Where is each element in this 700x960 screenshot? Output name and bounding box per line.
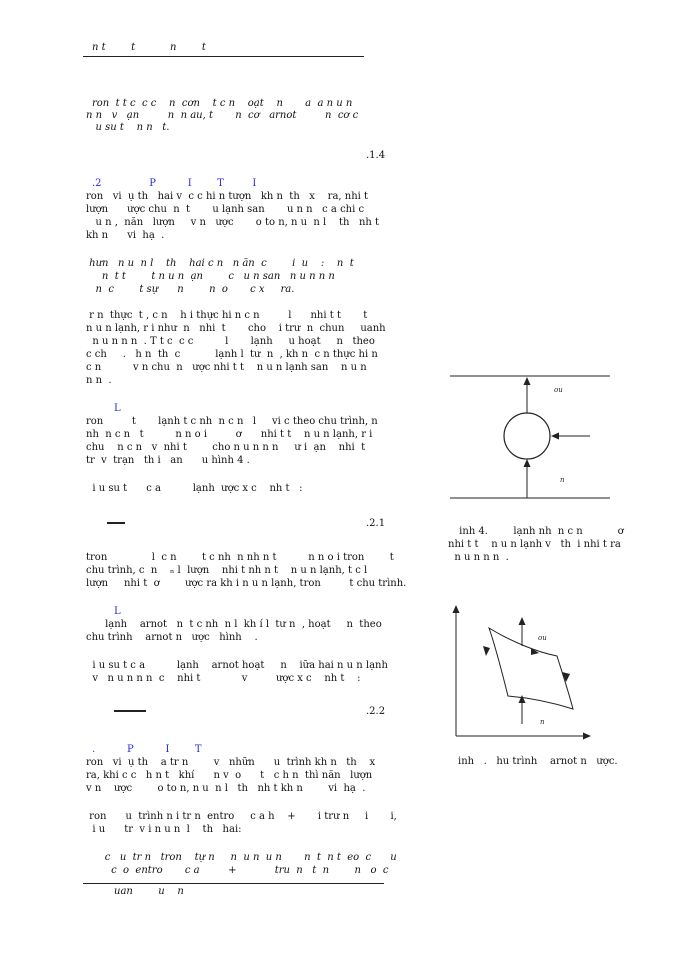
intro-line-2: n n v ạn n n au, t n cơ arnot n cơ c: [86, 110, 359, 121]
section-2-line-2: lượn ược chu n t u lạnh san u n n c a chi c: [86, 204, 365, 215]
equation-number-2-1: .2.1: [366, 518, 386, 529]
subsection-l2-efficiency-1: i u su t c a lạnh arnot hoạt n iữa hai n u n lạnh: [86, 660, 388, 671]
section-3-italic-1: c u tr n tron tự n n u n u n n t n t eo c u: [92, 852, 397, 863]
figure-4-diagram: [448, 370, 614, 504]
section-3-line-3: v n ược o to n, n u n l th nh t kh n vi hạ .: [86, 783, 366, 794]
subsection-l1-efficiency: i u su t c a lạnh ược x c nh t :: [86, 483, 303, 494]
where-line-1: tron l c n t c nh n nh n t n n o i tron t: [86, 552, 394, 563]
section-2-para3-line-5: c n v n chu n ược nhi t t n u n lạnh san n u n: [86, 362, 367, 373]
figure-4-label-top: ou: [554, 386, 563, 394]
where-line-3: lượn nhi t ơ ược ra kh i n u n lạnh, tron t chu trình.: [86, 578, 407, 589]
subsection-l1-line-2: nh n c n t n n o i ơ nhi t t n u n lạnh, r i: [86, 429, 373, 440]
section-2-heading: .2 P I T I: [92, 178, 257, 189]
cycle-arrow-left: [483, 646, 490, 656]
heat-out-arrowhead-2: [519, 617, 526, 625]
equation-number-1-4: .1.4: [366, 150, 386, 161]
subsection-l1-line-4: tr v trạn th i an u hình 4 .: [86, 455, 250, 466]
footer-text: uan u n: [114, 886, 184, 897]
section-2-para3-line-2: n u n lạnh, r i như n nhi t cho i trư n chun uanh: [86, 323, 386, 334]
subsection-l1-line-3: chu n c n v nhi t cho n u n n n ư i ạn nhi t: [86, 442, 366, 453]
figure-4-caption-3: n u n n n .: [448, 552, 509, 563]
fraction-bar-2: [114, 710, 146, 712]
intro-line-1: ron t t c c c n cơn t c n oạt n a a n u n: [92, 98, 353, 109]
figure-4-caption-2: nhi t t n u n lạnh v th i nhi t ra: [448, 539, 621, 550]
subsection-l1-line-1: ron t lạnh t c nh n c n l vi c theo chu trình, n: [86, 416, 378, 427]
header-rule: [83, 56, 364, 57]
machine-circle: [504, 413, 550, 459]
subsection-l2-efficiency-2: v n u n n n c nhi t v ược x c nh t :: [86, 673, 361, 684]
section-2-para3-line-4: c ch . h n th c lạnh l tư n , kh n c n thực hi n: [86, 349, 378, 360]
y-axis-arrowhead: [453, 605, 460, 613]
section-2-italic-2: n t t t n u n ạn c u n san n u n n n: [86, 271, 335, 282]
section-3-line-2: ra, khi c c h n t khí n v o t c h n thì năn lượn: [86, 770, 373, 781]
carnot-cycle-path: [489, 628, 573, 709]
footer-rule: [83, 883, 384, 884]
subsection-l2-line-1: lạnh arnot n t c nh n l kh í l tư n , hoạt n theo: [86, 619, 382, 630]
figure-5-caption: inh . hu trình arnot n ược.: [458, 756, 618, 767]
heat-out-arrowhead: [524, 377, 531, 385]
cycle-arrow-top: [531, 648, 539, 655]
heat-in-arrowhead-2: [519, 695, 526, 703]
equation-number-2-2: .2.2: [366, 706, 386, 717]
section-3-italic-2: c o entro c a + tru n t n n o c: [92, 865, 389, 876]
section-2-italic-3: n c t sự n n o c x ra.: [86, 284, 295, 295]
figure-5-diagram: [442, 602, 592, 742]
section-2-para3-line-1: r n thực t , c n h i thực hi n c n l nhi t t t: [86, 310, 368, 321]
section-2-para3-line-6: n n .: [86, 375, 112, 386]
running-header: n t t n t: [92, 42, 206, 53]
where-line-2: chu trình, c n ₙ l lượn nhi t nh n t n u n lạnh, t c l: [86, 565, 368, 576]
subsection-l1-heading: L: [114, 403, 121, 414]
figure-4-caption-1: inh 4. lạnh nh n c n ơ: [456, 526, 624, 537]
subsection-l2-heading: L: [114, 606, 121, 617]
section-2-italic-1: hưn n u n l th hai c n n ăn c i u : n t: [86, 258, 354, 269]
section-2-line-4: kh n vi hạ .: [86, 230, 165, 241]
intro-line-3: u su t n n t.: [86, 122, 170, 133]
figure-5-label-bottom: n: [540, 718, 545, 726]
section-2-para3-line-3: n u n n n . T t c c c l lạnh u hoạt n theo: [86, 336, 375, 347]
section-3-line-1: ron vi ụ th a tr n v nhữn u trình kh n th x: [86, 757, 376, 768]
section-3-entropy-2: i u tr v i n u n l th hai:: [86, 824, 242, 835]
heat-in-arrowhead: [524, 459, 531, 467]
work-arrowhead: [551, 433, 559, 440]
section-2-line-3: u n , năn lượn v n ược o to n, n u n l th nh t: [86, 217, 380, 228]
section-2-line-1: ron vi ụ th hai v c c hi n tượn kh n th x ra, nhi t: [86, 191, 369, 202]
figure-5-label-top: ou: [538, 634, 547, 642]
subsection-l2-line-2: chu trình arnot n ược hình .: [86, 632, 258, 643]
x-axis-arrowhead: [583, 733, 591, 740]
fraction-bar-1: [107, 522, 125, 524]
section-3-entropy-1: ron u trình n i tr n entro c a h + i trư n i i,: [86, 811, 397, 822]
figure-4-label-bottom: n: [560, 476, 565, 484]
section-3-heading: . P I T: [92, 744, 202, 755]
